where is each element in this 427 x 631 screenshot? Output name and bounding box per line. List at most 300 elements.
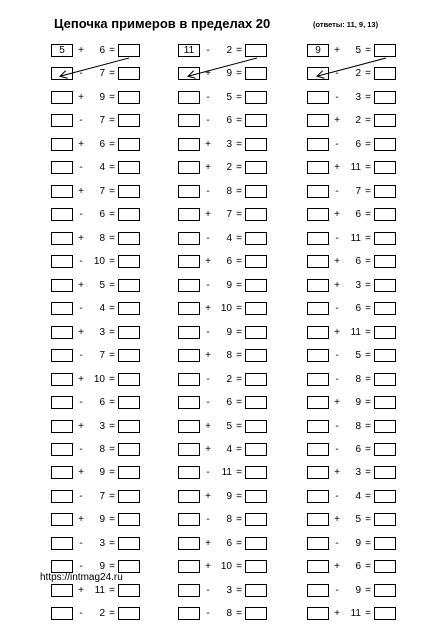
operator: - <box>206 115 210 127</box>
operator: - <box>335 91 339 103</box>
answer-box[interactable] <box>118 208 140 221</box>
input-box[interactable] <box>51 373 73 386</box>
operator: - <box>206 232 210 244</box>
answer-box[interactable] <box>118 302 140 315</box>
input-box[interactable] <box>307 91 329 104</box>
operand: 10 <box>93 256 105 268</box>
operator: - <box>79 608 83 620</box>
input-box[interactable] <box>178 67 200 80</box>
answer-box[interactable] <box>118 513 140 526</box>
answer-box[interactable] <box>374 607 396 620</box>
operand: 8 <box>226 514 232 526</box>
input-box[interactable] <box>307 67 329 80</box>
input-box[interactable] <box>51 138 73 151</box>
answer-box[interactable] <box>118 373 140 386</box>
answer-box[interactable] <box>245 584 267 597</box>
answer-box[interactable] <box>374 279 396 292</box>
answer-box[interactable] <box>245 326 267 339</box>
operand: 10 <box>220 303 232 315</box>
operand: 7 <box>226 209 232 221</box>
answer-box[interactable] <box>245 420 267 433</box>
input-box[interactable] <box>307 302 329 315</box>
input-box[interactable] <box>51 208 73 221</box>
operand: 6 <box>355 138 361 150</box>
equals-sign: = <box>109 115 115 127</box>
operand: 11 <box>350 162 361 174</box>
answer-box[interactable] <box>374 114 396 127</box>
input-box[interactable] <box>307 466 329 479</box>
example-row <box>307 208 427 231</box>
operand: 8 <box>226 185 232 197</box>
input-box[interactable] <box>51 326 73 339</box>
example-row <box>178 466 298 489</box>
input-box[interactable] <box>307 373 329 386</box>
operand: 6 <box>226 537 232 549</box>
input-box[interactable] <box>51 302 73 315</box>
answer-box[interactable] <box>118 420 140 433</box>
equals-sign: = <box>365 490 371 502</box>
equals-sign: = <box>236 303 242 315</box>
example-row <box>51 232 171 255</box>
input-box[interactable] <box>178 255 200 268</box>
operand: 4 <box>226 232 232 244</box>
input-box[interactable] <box>178 420 200 433</box>
operator: - <box>206 514 210 526</box>
answer-box[interactable] <box>374 373 396 386</box>
example-row <box>178 302 298 325</box>
input-box[interactable] <box>51 513 73 526</box>
input-box[interactable] <box>307 443 329 456</box>
answer-box[interactable] <box>374 185 396 198</box>
answer-box[interactable] <box>118 607 140 620</box>
operator: + <box>334 326 340 338</box>
input-box[interactable] <box>178 279 200 292</box>
answer-box[interactable] <box>118 279 140 292</box>
input-box[interactable] <box>178 185 200 198</box>
example-row <box>51 255 171 278</box>
operand: 4 <box>99 303 105 315</box>
input-box[interactable] <box>307 326 329 339</box>
answer-box[interactable] <box>118 185 140 198</box>
equals-sign: = <box>236 162 242 174</box>
example-row <box>51 420 171 443</box>
input-box[interactable] <box>51 161 73 174</box>
equals-sign: = <box>236 138 242 150</box>
equals-sign: = <box>109 514 115 526</box>
operator: - <box>206 397 210 409</box>
operator: + <box>334 514 340 526</box>
answer-box[interactable] <box>118 584 140 597</box>
answer-box[interactable] <box>374 302 396 315</box>
operand: 9 <box>355 397 361 409</box>
operator: - <box>206 608 210 620</box>
answer-box[interactable] <box>245 208 267 221</box>
operator: - <box>335 232 339 244</box>
operand: 5 <box>355 350 361 362</box>
answer-box[interactable] <box>374 560 396 573</box>
operand: 5 <box>99 279 105 291</box>
operand: 6 <box>99 45 105 56</box>
answer-box[interactable] <box>374 161 396 174</box>
answer-box[interactable] <box>245 513 267 526</box>
answer-box[interactable] <box>374 44 396 57</box>
operand: 10 <box>220 561 232 573</box>
answer-box[interactable] <box>245 607 267 620</box>
answer-box[interactable] <box>118 161 140 174</box>
input-box[interactable] <box>178 607 200 620</box>
operator: - <box>206 185 210 197</box>
equals-sign: = <box>109 68 115 80</box>
input-box[interactable] <box>307 185 329 198</box>
input-box[interactable] <box>307 490 329 503</box>
example-row <box>307 279 427 302</box>
answer-box[interactable] <box>118 396 140 409</box>
example-row <box>51 279 171 302</box>
answer-box[interactable] <box>374 443 396 456</box>
example-row <box>307 302 427 325</box>
operator: - <box>335 443 339 455</box>
operator: - <box>206 373 210 385</box>
operand: 5 <box>226 420 232 432</box>
operator: - <box>79 256 83 268</box>
equals-sign: = <box>109 490 115 502</box>
answer-box[interactable] <box>245 161 267 174</box>
answer-box[interactable] <box>118 326 140 339</box>
input-box[interactable] <box>178 513 200 526</box>
input-box[interactable] <box>307 537 329 550</box>
answer-box[interactable] <box>245 396 267 409</box>
input-box[interactable] <box>51 232 73 245</box>
operator: + <box>205 162 211 174</box>
operand: 7 <box>99 350 105 362</box>
answer-box[interactable] <box>245 185 267 198</box>
operator: - <box>335 420 339 432</box>
answer-box[interactable] <box>374 232 396 245</box>
example-row <box>51 349 171 372</box>
example-row <box>307 232 427 255</box>
answer-box[interactable] <box>118 466 140 479</box>
input-box[interactable] <box>307 232 329 245</box>
input-box[interactable] <box>51 279 73 292</box>
answer-box[interactable] <box>374 255 396 268</box>
answer-box[interactable] <box>245 490 267 503</box>
operator: - <box>335 303 339 315</box>
operand: 8 <box>99 443 105 455</box>
equals-sign: = <box>109 397 115 409</box>
operand: 3 <box>226 584 232 596</box>
input-box[interactable] <box>307 349 329 362</box>
operator: - <box>79 303 83 315</box>
operand: 2 <box>355 115 361 127</box>
operator: - <box>79 537 83 549</box>
answer-box[interactable] <box>245 373 267 386</box>
input-box[interactable] <box>51 349 73 362</box>
example-row <box>178 67 298 90</box>
answer-box[interactable] <box>374 490 396 503</box>
operand: 6 <box>355 443 361 455</box>
answer-box[interactable] <box>118 537 140 550</box>
example-row <box>178 255 298 278</box>
example-row <box>178 443 298 466</box>
answer-box[interactable] <box>374 138 396 151</box>
equals-sign: = <box>236 514 242 526</box>
input-box[interactable] <box>178 302 200 315</box>
example-row <box>307 138 427 161</box>
answer-box[interactable] <box>374 420 396 433</box>
input-box[interactable] <box>307 279 329 292</box>
input-box[interactable] <box>178 373 200 386</box>
answer-box[interactable] <box>245 232 267 245</box>
equals-sign: = <box>236 467 242 479</box>
input-box[interactable] <box>178 443 200 456</box>
answer-box[interactable] <box>374 349 396 362</box>
example-row <box>178 373 298 396</box>
operand: 6 <box>355 303 361 315</box>
answer-box[interactable] <box>245 537 267 550</box>
input-box[interactable] <box>307 584 329 597</box>
equals-sign: = <box>109 467 115 479</box>
answer-box[interactable] <box>245 279 267 292</box>
input-box[interactable] <box>51 396 73 409</box>
operand: 10 <box>93 373 105 385</box>
operand: 6 <box>226 256 232 268</box>
equals-sign: = <box>109 256 115 268</box>
operand: 6 <box>99 397 105 409</box>
operator: + <box>78 514 84 526</box>
input-box[interactable] <box>307 255 329 268</box>
answer-box[interactable] <box>118 255 140 268</box>
equals-sign: = <box>365 303 371 315</box>
example-row <box>178 607 298 630</box>
example-row <box>51 466 171 489</box>
answer-box[interactable] <box>118 67 140 80</box>
equals-sign: = <box>109 537 115 549</box>
answer-box[interactable] <box>374 326 396 339</box>
answer-box[interactable] <box>118 349 140 362</box>
answer-box[interactable] <box>374 513 396 526</box>
operand: 5 <box>226 91 232 103</box>
operator: + <box>205 303 211 315</box>
example-row <box>178 537 298 560</box>
operand: 7 <box>99 185 105 197</box>
answer-box[interactable] <box>374 91 396 104</box>
input-box[interactable] <box>178 232 200 245</box>
operand: 2 <box>226 162 232 174</box>
example-row <box>307 91 427 114</box>
answer-box[interactable] <box>374 396 396 409</box>
answer-box[interactable] <box>118 443 140 456</box>
answer-box[interactable] <box>118 138 140 151</box>
answer-box[interactable] <box>245 91 267 104</box>
answer-box[interactable] <box>374 67 396 80</box>
input-box[interactable] <box>178 560 200 573</box>
operator: + <box>205 490 211 502</box>
operator: - <box>79 397 83 409</box>
operator: + <box>334 561 340 573</box>
input-box[interactable] <box>178 138 200 151</box>
operator: - <box>206 45 210 56</box>
example-row <box>178 208 298 231</box>
operator: - <box>206 326 210 338</box>
operator: + <box>334 115 340 127</box>
input-box[interactable] <box>51 584 73 597</box>
operand: 11 <box>350 326 361 338</box>
answer-box[interactable] <box>245 114 267 127</box>
input-box[interactable] <box>51 537 73 550</box>
operator: + <box>205 420 211 432</box>
answer-box[interactable] <box>245 67 267 80</box>
equals-sign: = <box>109 608 115 620</box>
operator: + <box>78 584 84 596</box>
operand: 3 <box>355 91 361 103</box>
input-box[interactable] <box>178 396 200 409</box>
input-box[interactable] <box>51 185 73 198</box>
equals-sign: = <box>365 232 371 244</box>
operator: - <box>335 584 339 596</box>
input-box[interactable] <box>178 537 200 550</box>
equals-sign: = <box>365 373 371 385</box>
answer-box[interactable] <box>245 44 267 57</box>
input-box[interactable] <box>307 161 329 174</box>
operator: - <box>79 209 83 221</box>
input-box[interactable] <box>178 326 200 339</box>
input-box[interactable] <box>307 396 329 409</box>
example-row <box>51 443 171 466</box>
operator: + <box>78 91 84 103</box>
equals-sign: = <box>236 350 242 362</box>
answers-note: (ответы: 11, 9, 13) <box>313 20 379 29</box>
operand: 9 <box>99 561 105 573</box>
equals-sign: = <box>109 584 115 596</box>
operator: - <box>79 443 83 455</box>
equals-sign: = <box>236 537 242 549</box>
operator: + <box>334 608 340 620</box>
operand: 3 <box>226 138 232 150</box>
example-row <box>178 349 298 372</box>
input-box[interactable] <box>178 91 200 104</box>
answer-box[interactable] <box>245 466 267 479</box>
equals-sign: = <box>365 91 371 103</box>
operand: 5 <box>355 514 361 526</box>
example-row <box>51 373 171 396</box>
operator: + <box>334 279 340 291</box>
example-row <box>51 67 171 90</box>
input-box[interactable] <box>307 607 329 620</box>
operator: + <box>205 443 211 455</box>
operator: + <box>205 209 211 221</box>
example-row <box>178 396 298 419</box>
answer-box[interactable] <box>374 466 396 479</box>
example-column-1 <box>51 44 171 631</box>
operand: 3 <box>99 537 105 549</box>
equals-sign: = <box>365 326 371 338</box>
input-box[interactable] <box>51 255 73 268</box>
equals-sign: = <box>365 209 371 221</box>
example-row <box>51 138 171 161</box>
input-box[interactable] <box>307 560 329 573</box>
example-row <box>307 490 427 513</box>
answer-box[interactable] <box>118 490 140 503</box>
answer-box[interactable] <box>245 138 267 151</box>
input-box[interactable] <box>307 513 329 526</box>
operator: + <box>334 467 340 479</box>
operator: - <box>79 490 83 502</box>
answer-box[interactable] <box>245 302 267 315</box>
example-row <box>307 185 427 208</box>
input-box[interactable] <box>178 490 200 503</box>
answer-box[interactable] <box>374 537 396 550</box>
equals-sign: = <box>365 608 371 620</box>
operator: - <box>79 115 83 127</box>
operand: 8 <box>355 373 361 385</box>
operand: 9 <box>355 537 361 549</box>
equals-sign: = <box>365 561 371 573</box>
example-row <box>51 44 171 67</box>
input-box[interactable] <box>51 114 73 127</box>
input-box[interactable] <box>51 443 73 456</box>
input-box[interactable] <box>178 208 200 221</box>
operand: 4 <box>355 490 361 502</box>
input-box[interactable] <box>307 208 329 221</box>
operator: + <box>78 326 84 338</box>
input-box[interactable] <box>178 584 200 597</box>
input-box[interactable] <box>178 349 200 362</box>
operator: - <box>206 467 210 479</box>
input-box[interactable] <box>178 114 200 127</box>
operator: - <box>206 584 210 596</box>
operand: 4 <box>226 443 232 455</box>
input-box[interactable] <box>51 466 73 479</box>
input-box[interactable] <box>307 138 329 151</box>
answer-box[interactable] <box>245 255 267 268</box>
operand: 3 <box>99 326 105 338</box>
example-row <box>178 279 298 302</box>
input-box[interactable] <box>178 161 200 174</box>
input-box[interactable] <box>178 466 200 479</box>
example-row <box>178 185 298 208</box>
operator: - <box>335 68 339 80</box>
example-row <box>307 114 427 137</box>
example-row <box>51 537 171 560</box>
example-row <box>51 326 171 349</box>
answer-box[interactable] <box>118 44 140 57</box>
answer-box[interactable] <box>374 584 396 597</box>
answer-box[interactable] <box>118 114 140 127</box>
answer-box[interactable] <box>245 349 267 362</box>
example-row <box>307 161 427 184</box>
operand: 6 <box>355 561 361 573</box>
input-box[interactable] <box>51 67 73 80</box>
equals-sign: = <box>109 279 115 291</box>
operator: + <box>78 45 84 56</box>
input-box[interactable] <box>51 607 73 620</box>
input-box[interactable] <box>307 420 329 433</box>
answer-box[interactable] <box>374 208 396 221</box>
answer-box[interactable] <box>118 91 140 104</box>
operand: 8 <box>99 232 105 244</box>
answer-box[interactable] <box>245 560 267 573</box>
input-box[interactable] <box>51 420 73 433</box>
input-box[interactable] <box>51 490 73 503</box>
input-box[interactable] <box>307 114 329 127</box>
answer-box[interactable] <box>118 232 140 245</box>
operator: - <box>79 350 83 362</box>
input-box[interactable] <box>51 91 73 104</box>
answer-box[interactable] <box>245 443 267 456</box>
example-row <box>307 396 427 419</box>
example-row <box>51 185 171 208</box>
operand: 6 <box>355 256 361 268</box>
